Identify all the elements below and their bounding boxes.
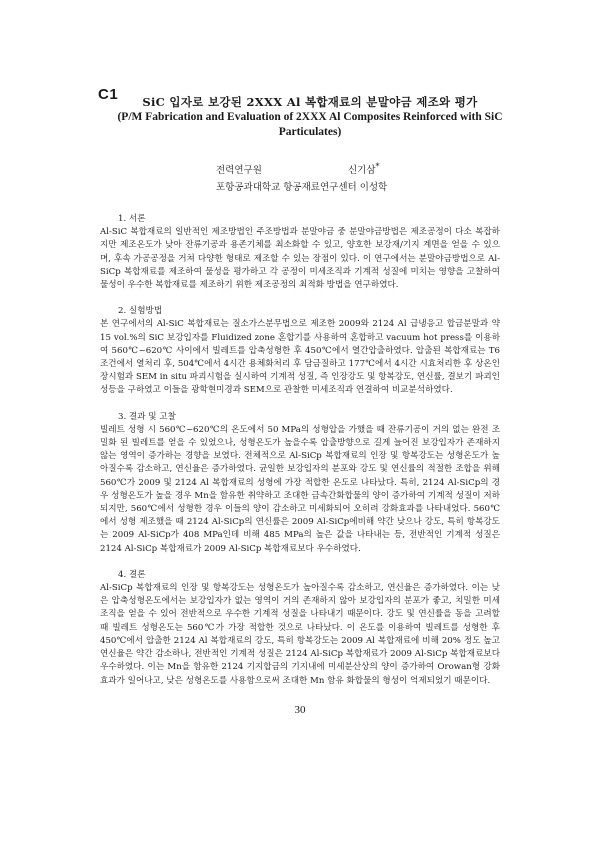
section-text: Al-SiC 복합재료의 일반적인 제조방법인 주조방법과 분말야금 중 분말야금방법은 제조공정이 다소 복잡하지만 제조온도가 낮아 잔류기공과 용존기체를 최소화할 수 있고, 양호한 보강재/기지 계면을 얻을 수 있으며, 후속 가공공정을 거쳐 다양한 형태로 제조할 수 있는 장점이 있다. 이 연구에서는 분말야금방법으로 Al-SiCp 복합재료를 제조하여 물성을 평가하고 각 공정이 미세조직과 기계적 성질에 미치는 영향을 고찰하여 물성이 우수한 복합재료를 제조하기 위한 제조공정의 최적화 방법을 연구하였다. (100, 227, 500, 291)
section-text: Al-SiCp 복합재료의 인장 및 항복강도는 성형온도가 높아질수록 감소하고, 연신율은 증가하였다. 이는 낮은 압축성형온도에서는 보강입자가 없는 영역이 거의 존재하지 않아 보강입자의 분포가 좋고, 치밀한 미세조직을 얻을 수 있어 전반적으로 우수한 기계적 성질을 나타내기 때문이다. 강도 및 연신률을 동을 고려할 때 빌레트 성형온도는 560℃가 가장 적합한 것으로 나타났다. 이 온도를 이용하여 빌레트를 성형한 후 450℃에서 압출한 2124 Al 복합재료의 강도, 특히 항복강도는 2009 Al 복합재료에 비해 20% 정도 높고 연신율은 약간 감소하나, 전반적인 기계적 성질은 2124 Al-SiCp 복합재료가 2009 Al-SiCp 복합재료보다 우수하였다. 이는 Mn을 함유한 2124 기지합금의 기지내에 미세분산상의 양이 증가하여 Orowan형 강화효과가 일어나고, 낮은 성형온도를 사용함으로써 조대한 Mn 함유 화합물의 형성이 억제되었기 때문이다. (100, 583, 500, 686)
section-heading: 4. 결론 (118, 569, 146, 580)
page-number: 30 (294, 704, 306, 716)
section-text: 빌레트 성형 시 560℃~620℃의 온도에서 50 MPa의 성형압을 가했을 때 잔류기공이 거의 없는 완전 조밀화 된 빌레트를 얻을 수 있었으나, 성형온도가 높을수록 압출방향으로 길게 늘어진 보강입자가 존재하지 않는 영역이 증가하는 경향을 보였다. 전체적으로 Al-SiCp 복합재료의 인장 및 항복강도는 성형온도가 높아질수록 감소하고, 연신율은 증가하였다. 균일한 보강입자의 분포와 강도 및 연신률의 적절한 조합을 위해 560℃가 2009 및 2124 Al 복합재료의 성형에 가장 적합한 온도로 나타났다. 특히, 2124 Al-SiCp의 경우 성형온도가 높을 경우 Mn을 함유한 취약하고 조대한 금속간화합물의 양이 증가하여 기계적 성질이 저하 되지만, 560℃에서 성형한 경우 이들의 양이 감소하고 미세화되어 오히려 강화효과를 나타내었다. 560℃에서 성형 제조했을 때 2124 Al-SiCp의 연신률은 2009 Al-SiCp에비해 약간 낮으나 강도, 특히 항복강도는 2009 Al-SiCp가 408 MPa인데 비해 485 MPa의 높은 값을 나타내는 등, 전반적인 기계적 성질은 2124 Al-SiCp 복합재료가 2009 Al-SiCp 복합재료보다 우수하였다. (100, 424, 500, 554)
author-block (100, 162, 520, 193)
author-row (100, 162, 520, 180)
author-name (348, 162, 380, 176)
section-heading: 1. 서론 (118, 214, 146, 224)
section-methods (100, 305, 500, 397)
title-english: (P/M Fabrication and Evaluation of 2XXX Al Composites Reinforced with SiC Particulates) (117, 111, 503, 138)
author-affiliation: 포항공과대학교 항공재료연구센터 이성학 (216, 182, 388, 193)
author-name-text: 신기삼 (348, 165, 376, 177)
section-text: 본 연구에서의 Al-SiC 복합재료는 질소가스분무법으로 제조한 2009와 2124 Al 급냉응고 합금분말과 약 15 vol.%의 SiC 보강입자를 Fluidized zone 혼합기를 사용하여 혼합하고 vacuum hot press를 이용하여 560℃~620℃ 사이에서 빌레트를 압축성형한 후 450℃에서 열간압출하였다. 압출된 복합재료는 T6 조건에서 열처리 후, 504℃에서 4시간 용체화처리 후 담금질하고 177℃에서 4시간 시효처리한 후 상온인장시험과 SEM in situ 파괴시험을 실시하여 기계적 성질, 즉 인장강도 및 항복강도, 연신률, 결보기 파괴인성등을 구하였고 이들을 광학현미경과 SEM으로 관찰한 미세조직과 연결하여 비교분석하였다. (100, 319, 500, 396)
section-heading: 3. 결과 및 고찰 (118, 411, 176, 422)
section-conclusion (100, 569, 500, 688)
section-results (100, 411, 500, 556)
paper-code: C1 (98, 86, 119, 103)
author-affiliation-left: 전력연구원 (216, 165, 262, 176)
paper-body (100, 213, 500, 701)
section-introduction (100, 213, 500, 292)
corresponding-author-mark: * (375, 162, 380, 171)
section-heading: 2. 실험방법 (118, 306, 163, 317)
title-korean: SiC 입자로 보강된 2XXX Al 복합재료의 분말야금 제조와 평가 (142, 95, 478, 109)
